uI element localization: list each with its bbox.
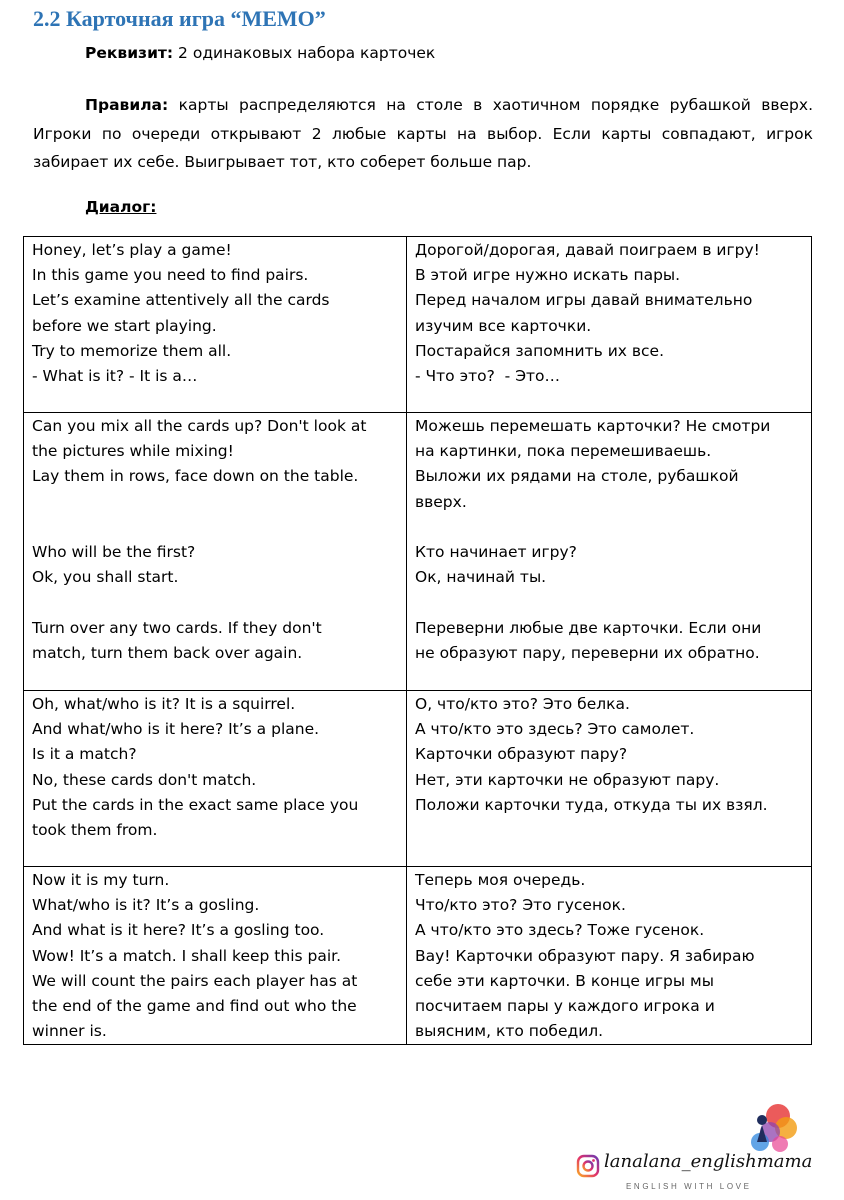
requisite-text: 2 одинаковых набора карточек [173, 44, 436, 62]
dialog-row [24, 867, 812, 1045]
dialog-row [24, 691, 812, 867]
rules-label: Правила: [85, 96, 169, 114]
dialog-russian-cell: Можешь перемешать карточки? Не смотри на картинки, пока перемешиваешь. Выложи их рядами на столе, рубашкой вверх. Кто начинает игру? Ок, начинай ты. Переверни любые две карточки. Если они не образуют пару, переверни их обратно. [407, 413, 812, 691]
instagram-icon [576, 1154, 600, 1178]
requisite-line [85, 39, 435, 67]
dialog-russian-cell: Дорогой/дорогая, давай поиграем в игру! В этой игре нужно искать пары. Перед началом игры давай внимательно изучим все карточки. Постарайся запомнить их все. - Что это? - Это… [407, 237, 812, 413]
dialog-english-cell: Honey, let’s play a game! In this game you need to find pairs. Let’s examine attentively all the cards before we start playing. Try to memorize them all. - What is it? - It is a… [24, 237, 407, 413]
rules-paragraph [33, 91, 813, 177]
instagram-handle: lanalana_englishmama [604, 1151, 813, 1172]
dialog-russian-cell: Теперь моя очередь. Что/кто это? Это гусенок. А что/кто это здесь? Тоже гусенок. Вау! Карточки образуют пару. Я забираю себе эти карточки. В конце игры мы посчитаем пары у каждого игрока и выясним, кто победил. [407, 867, 812, 1045]
rules-text: карты распределяются на столе в хаотичном порядке рубашкой вверх. Игроки по очереди открывают 2 любые карты на выбор. Если карты совпадают, игрок забирает их себе. Выигрывает тот, кто соберет больше пар. [33, 96, 813, 171]
dialog-russian-cell: О, что/кто это? Это белка. А что/кто это здесь? Это самолет. Карточки образуют пару? Нет, эти карточки не образуют пару. Положи карточки туда, откуда ты их взял. [407, 691, 812, 867]
dialog-row [24, 413, 812, 691]
dialog-table [23, 236, 812, 1045]
brand-signature [574, 1102, 814, 1194]
dialog-english-cell: Can you mix all the cards up? Don't look at the pictures while mixing! Lay them in rows, face down on the table. Who will be the first? Ok, you shall start. Turn over any two cards. If they don't match, turn them back over again. [24, 413, 407, 691]
dialog-row [24, 237, 812, 413]
mother-child-logo [740, 1102, 800, 1158]
section-title: 2.2 Карточная игра “МЕМО” [33, 6, 326, 31]
dialog-heading: Диалог: [85, 198, 157, 216]
dialog-english-cell: Oh, what/who is it? It is a squirrel. And what/who is it here? It’s a plane. Is it a match? No, these cards don't match. Put the cards in the exact same place you took them from. [24, 691, 407, 867]
dialog-english-cell: Now it is my turn. What/who is it? It’s a gosling. And what is it here? It’s a gosling too. Wow! It’s a match. I shall keep this pair. We will count the pairs each player has at the end of the game and find out who the winner is. [24, 867, 407, 1045]
requisite-label: Реквизит: [85, 44, 174, 62]
brand-tagline: ENGLISH WITH LOVE [626, 1182, 752, 1191]
